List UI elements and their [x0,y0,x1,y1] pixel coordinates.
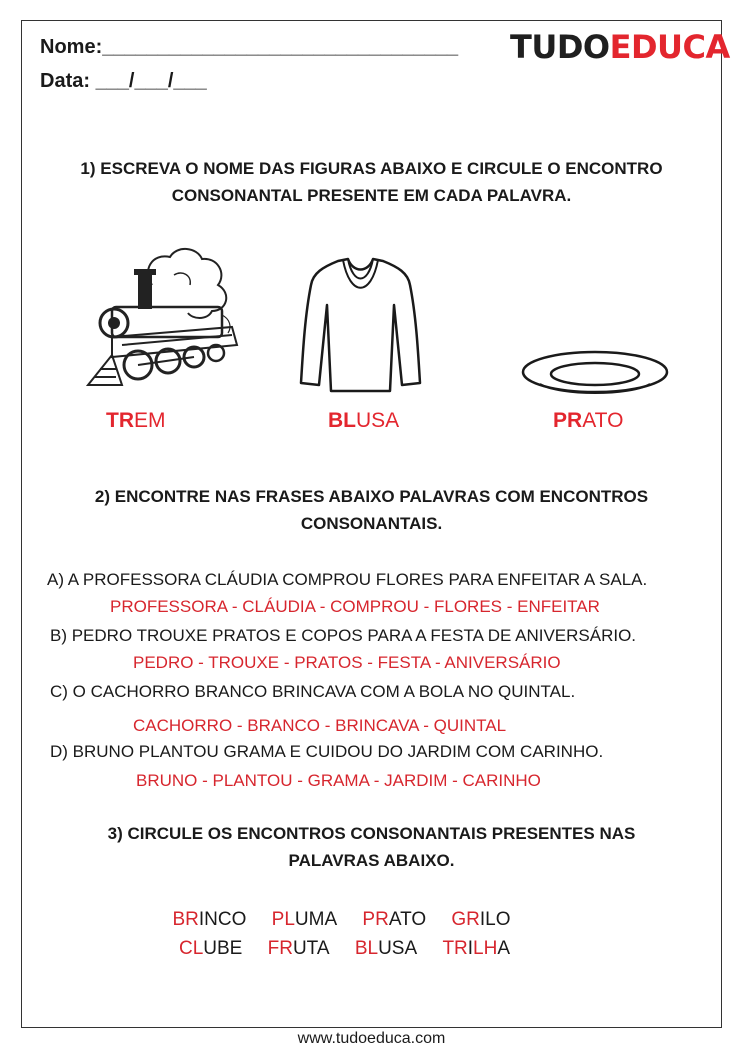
word-trem-rest: EM [134,409,166,432]
word-blusa-q3: BLUSA [354,938,418,959]
word-blusa [328,409,399,433]
word-clube: CLUBE [178,938,243,959]
logo-part-tudo: TUDO [510,28,610,66]
word-row-1 [0,909,713,931]
sentence-b: B) PEDRO TROUXE PRATOS E COPOS PARA A FESTA DE ANIVERSÁRIO. [50,626,637,645]
word-pluma: PLUMA [271,909,338,930]
blouse-image [298,255,423,395]
word-trilha: TRILHA [442,938,511,959]
question-2-title-line2: CONSONANTAIS. [300,514,443,533]
answer-d: BRUNO - PLANTOU - GRAMA - JARDIM - CARINHO [136,771,541,790]
logo-part-educa: EDUCA [609,28,730,66]
question-1-title [0,155,743,209]
sentence-d: D) BRUNO PLANTOU GRAMA E CUIDOU DO JARDIM COM CARINHO. [50,742,604,761]
question-3-title-line1: 3) CIRCULE OS ENCONTROS CONSONANTAIS PRESENTES NAS [107,824,636,843]
question-1-title-line1: 1) ESCREVA O NOME DAS FIGURAS ABAIXO E CIRCULE O ENCONTRO [80,159,663,178]
sentence-a: A) A PROFESSORA CLÁUDIA COMPROU FLORES PARA ENFEITAR A SALA. [47,570,648,589]
word-brinco: BRINCO [172,909,247,930]
answer-a: PROFESSORA - CLÁUDIA - COMPROU - FLORES - ENFEITAR [110,597,600,616]
word-grilo: GRILO [451,909,511,930]
word-blusa-rest: USA [356,409,400,432]
question-3-title [0,820,743,874]
word-trem [106,409,166,433]
plate-image [520,348,670,400]
word-prato-rest: ATO [582,409,624,432]
answer-b: PEDRO - TROUXE - PRATOS - FESTA - ANIVERSÁRIO [133,653,561,672]
word-trem-cluster: TR [106,409,134,432]
question-2-title-line1: 2) ENCONTRE NAS FRASES ABAIXO PALAVRAS COM ENCONTROS [94,487,649,506]
word-prato [553,409,623,433]
word-row-2 [0,938,716,960]
answer-c: CACHORRO - BRANCO - BRINCAVA - QUINTAL [133,716,507,735]
name-field-label: Nome:________________________________ [40,36,459,58]
word-fruta: FRUTA [267,938,330,959]
question-2-title [0,483,743,537]
word-prato-cluster: PR [553,409,583,432]
footer-url: www.tudoeduca.com [297,1030,446,1047]
date-field-label: Data: ___/___/___ [40,70,207,92]
word-blusa-cluster: BL [328,409,356,432]
sentence-c: C) O CACHORRO BRANCO BRINCAVA COM A BOLA NO QUINTAL. [50,682,576,701]
word-prato-q3: PRATO [362,909,427,930]
question-3-title-line2: PALAVRAS ABAIXO. [288,851,455,870]
tudoeduca-logo [510,28,730,66]
question-1-title-line2: CONSONANTAL PRESENTE EM CADA PALAVRA. [171,186,572,205]
train-image [82,245,242,395]
